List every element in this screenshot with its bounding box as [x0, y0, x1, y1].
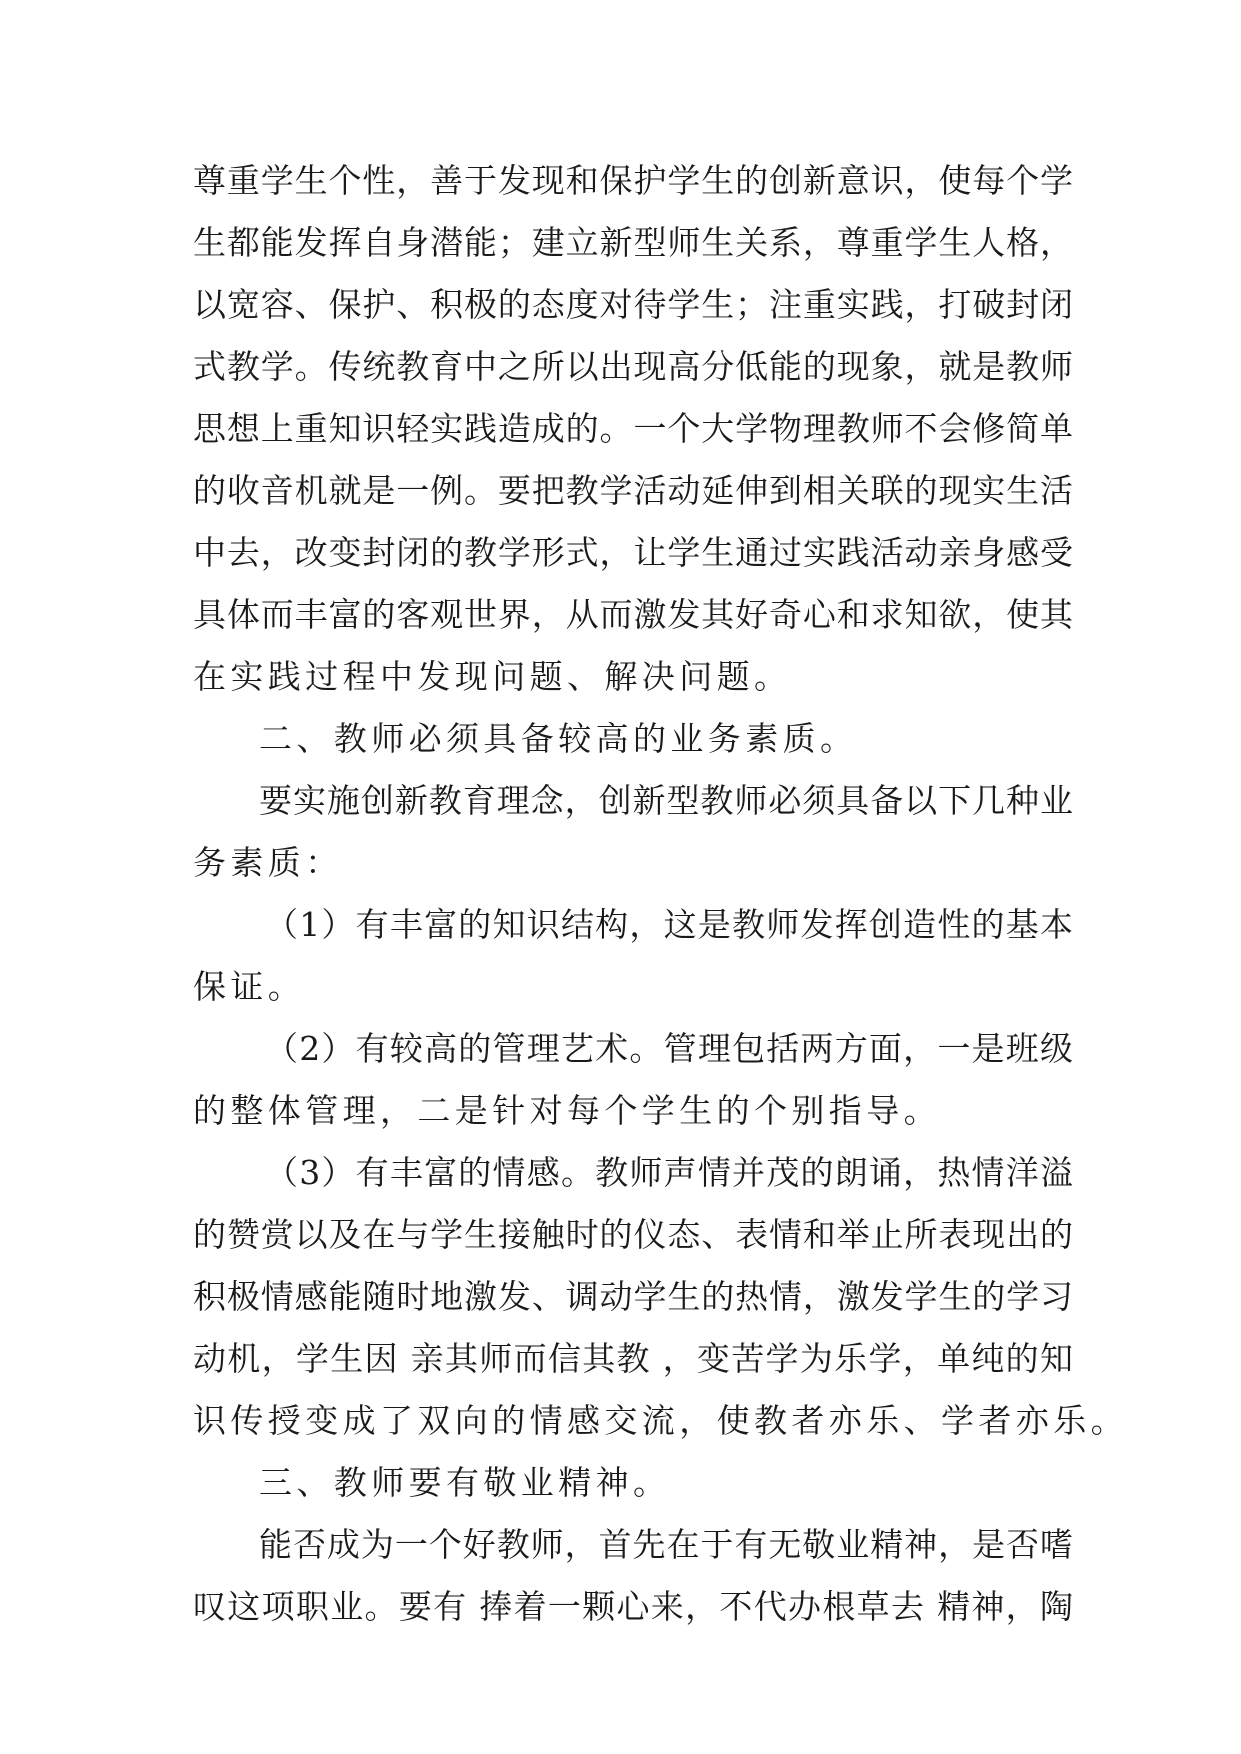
paragraph-line: 生都能发挥自身潜能；建立新型师生关系，尊重学生人格，: [193, 223, 1073, 262]
section-heading: 三、教师要有敬业精神。: [259, 1463, 671, 1502]
list-item-line: 保证。: [193, 967, 306, 1006]
paragraph-line: 尊重学生个性，善于发现和保护学生的创新意识，使每个学: [193, 161, 1073, 200]
list-item-line: 的赞赏以及在与学生接触时的仪态、表情和举止所表现出的: [193, 1215, 1073, 1254]
section-heading: 二、教师必须具备较高的业务素质。: [259, 719, 858, 758]
paragraph-line: 具体而丰富的客观世界，从而激发其好奇心和求知欲，使其: [193, 595, 1073, 634]
paragraph-line: 在实践过程中发现问题、解决问题。: [193, 657, 792, 696]
paragraph-line: 式教学。传统教育中之所以出现高分低能的现象，就是教师: [193, 347, 1073, 386]
list-item-line: 识传授变成了双向的情感交流，使教者亦乐、学者亦乐。: [193, 1401, 1128, 1440]
list-item-line: （3）有丰富的情感。教师声情并茂的朗诵，热情洋溢: [265, 1153, 1073, 1192]
document-body: [193, 150, 1128, 1638]
paragraph-line: 中去，改变封闭的教学形式，让学生通过实践活动亲身感受: [193, 533, 1073, 572]
list-item-line: 积极情感能随时地激发、调动学生的热情，激发学生的学习: [193, 1277, 1073, 1316]
paragraph-line: 能否成为一个好教师，首先在于有无敬业精神，是否嗜: [259, 1525, 1073, 1564]
paragraph-line: 思想上重知识轻实践造成的。一个大学物理教师不会修简单: [193, 409, 1073, 448]
paragraph-line: 叹这项职业。要有 捧着一颗心来，不代办根草去 精神，陶: [193, 1587, 1073, 1626]
list-item-line: （1）有丰富的知识结构，这是教师发挥创造性的基本: [265, 905, 1073, 944]
paragraph-line: 要实施创新教育理念，创新型教师必须具备以下几种业: [259, 781, 1073, 820]
list-item-line: 的整体管理，二是针对每个学生的个别指导。: [193, 1091, 941, 1130]
paragraph-line: 以宽容、保护、积极的态度对待学生；注重实践，打破封闭: [193, 285, 1073, 324]
paragraph-line: 的收音机就是一例。要把教学活动延伸到相关联的现实生活: [193, 471, 1073, 510]
list-item-line: 动机，学生因 亲其师而信其教 ，变苦学为乐学，单纯的知: [193, 1339, 1073, 1378]
list-item-line: （2）有较高的管理艺术。管理包括两方面，一是班级: [265, 1029, 1073, 1068]
paragraph-line: 务素质：: [193, 843, 343, 882]
